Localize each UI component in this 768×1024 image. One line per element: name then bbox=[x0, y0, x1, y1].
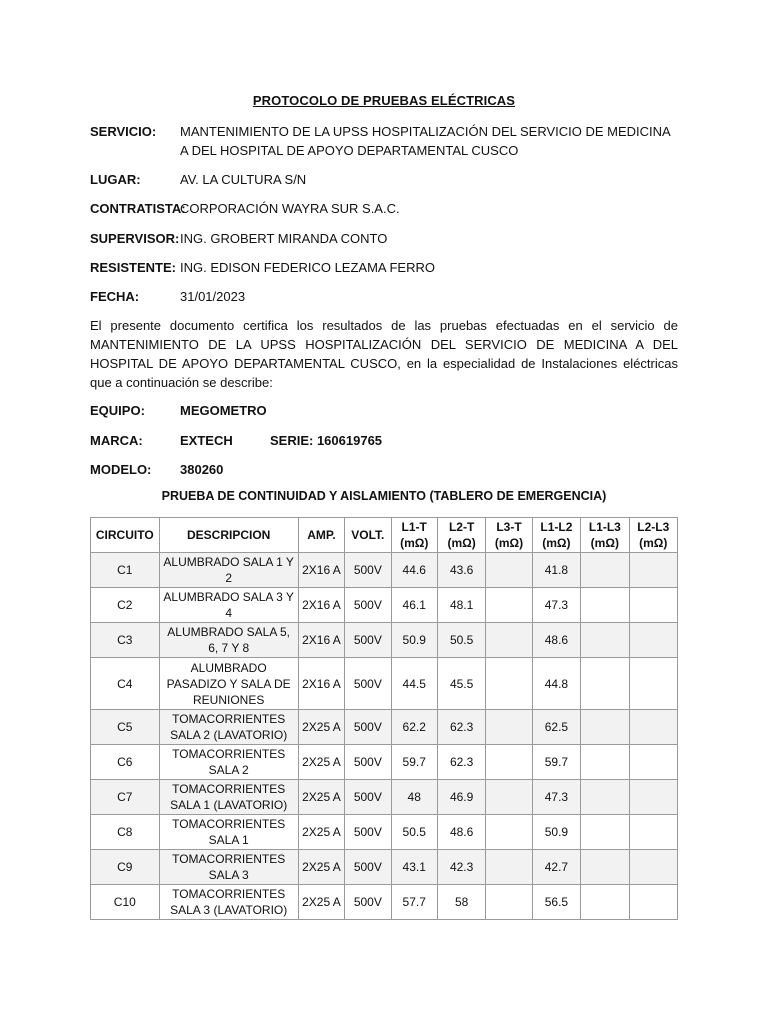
table-cell: 2X25 A bbox=[298, 885, 344, 920]
table-cell bbox=[629, 885, 677, 920]
field-label: SUPERVISOR: bbox=[90, 231, 180, 246]
table-cell: 48 bbox=[391, 780, 437, 815]
table-cell bbox=[486, 588, 532, 623]
table-cell: 58 bbox=[437, 885, 485, 920]
table-cell bbox=[581, 623, 629, 658]
table-cell bbox=[486, 850, 532, 885]
column-header: AMP. bbox=[298, 518, 344, 553]
table-cell: 42.7 bbox=[532, 850, 580, 885]
table-cell: 46.1 bbox=[391, 588, 437, 623]
table-cell: 500V bbox=[345, 588, 391, 623]
results-table bbox=[90, 517, 678, 920]
table-cell: 57.7 bbox=[391, 885, 437, 920]
field-label: FECHA: bbox=[90, 289, 140, 304]
table-cell: 44.5 bbox=[391, 658, 437, 710]
table-cell: 59.7 bbox=[391, 745, 437, 780]
circuit-cell: C10 bbox=[91, 885, 160, 920]
table-cell: 41.8 bbox=[532, 553, 580, 588]
table-body bbox=[91, 553, 678, 920]
table-cell: 44.8 bbox=[532, 658, 580, 710]
field-value: 380260 bbox=[180, 462, 224, 477]
table-cell: 48.6 bbox=[532, 623, 580, 658]
table-cell bbox=[486, 745, 532, 780]
table-row bbox=[91, 815, 678, 850]
table-row bbox=[91, 658, 678, 710]
table-row bbox=[91, 710, 678, 745]
column-header: L2-L3 (mΩ) bbox=[629, 518, 677, 553]
table-row bbox=[91, 588, 678, 623]
table-cell: 500V bbox=[345, 553, 391, 588]
circuit-cell: C2 bbox=[91, 588, 160, 623]
table-cell: 500V bbox=[345, 710, 391, 745]
table-cell: 2X25 A bbox=[298, 780, 344, 815]
table-cell: 43.1 bbox=[391, 850, 437, 885]
table-cell bbox=[486, 815, 532, 850]
table-cell: 48.1 bbox=[437, 588, 485, 623]
column-header: CIRCUITO bbox=[91, 518, 160, 553]
circuit-cell: C6 bbox=[91, 745, 160, 780]
field-value: CORPORACIÓN WAYRA SUR S.A.C. bbox=[180, 201, 400, 216]
field-value: ING. EDISON FEDERICO LEZAMA FERRO bbox=[180, 260, 435, 275]
description-cell: ALUMBRADO PASADIZO Y SALA DE REUNIONES bbox=[159, 658, 298, 710]
table-cell: 50.5 bbox=[437, 623, 485, 658]
table-cell: 500V bbox=[345, 885, 391, 920]
table-cell: 2X16 A bbox=[298, 588, 344, 623]
table-cell bbox=[629, 745, 677, 780]
table-cell: 62.3 bbox=[437, 710, 485, 745]
column-header: L1-T (mΩ) bbox=[391, 518, 437, 553]
table-cell: 2X16 A bbox=[298, 623, 344, 658]
table-cell: 500V bbox=[345, 780, 391, 815]
circuit-cell: C1 bbox=[91, 553, 160, 588]
table-cell bbox=[581, 885, 629, 920]
circuit-cell: C8 bbox=[91, 815, 160, 850]
table-cell: 500V bbox=[345, 623, 391, 658]
table-cell: 500V bbox=[345, 658, 391, 710]
table-cell bbox=[486, 623, 532, 658]
table-header-row bbox=[91, 518, 678, 553]
field-value: MANTENIMIENTO DE LA UPSS HOSPITALIZACIÓN DEL SERVICIO DE MEDICINA A DEL HOSPITAL DE APOYO DEPARTAMENTAL CUSCO bbox=[180, 124, 671, 158]
table-cell: 48.6 bbox=[437, 815, 485, 850]
column-header: L1-L3 (mΩ) bbox=[581, 518, 629, 553]
table-row bbox=[91, 780, 678, 815]
table-cell: 59.7 bbox=[532, 745, 580, 780]
description-cell: ALUMBRADO SALA 3 Y 4 bbox=[159, 588, 298, 623]
table-cell: 47.3 bbox=[532, 588, 580, 623]
column-header: L2-T (mΩ) bbox=[437, 518, 485, 553]
table-cell bbox=[629, 710, 677, 745]
document-title: PROTOCOLO DE PRUEBAS ELÉCTRICAS bbox=[252, 93, 516, 108]
table-cell: 45.5 bbox=[437, 658, 485, 710]
table-cell bbox=[629, 623, 677, 658]
field-servicio bbox=[90, 122, 680, 160]
table-cell: 56.5 bbox=[532, 885, 580, 920]
field-value: 31/01/2023 bbox=[180, 289, 246, 304]
column-header: VOLT. bbox=[345, 518, 391, 553]
table-cell: 2X25 A bbox=[298, 710, 344, 745]
description-cell: TOMACORRIENTES SALA 2 bbox=[159, 745, 298, 780]
table-cell bbox=[486, 885, 532, 920]
circuit-cell: C5 bbox=[91, 710, 160, 745]
field-value: MEGOMETRO bbox=[180, 403, 267, 418]
table-cell bbox=[581, 658, 629, 710]
field-label: LUGAR: bbox=[90, 172, 141, 187]
table-cell bbox=[629, 780, 677, 815]
table-cell bbox=[581, 850, 629, 885]
table-cell: 42.3 bbox=[437, 850, 485, 885]
table-cell bbox=[581, 815, 629, 850]
table-cell: 62.2 bbox=[391, 710, 437, 745]
table-cell: 2X25 A bbox=[298, 745, 344, 780]
column-header: L1-L2 (mΩ) bbox=[532, 518, 580, 553]
table-cell bbox=[581, 780, 629, 815]
table-cell bbox=[486, 780, 532, 815]
table-cell bbox=[629, 658, 677, 710]
field-label: MARCA: bbox=[90, 433, 143, 448]
description-cell: TOMACORRIENTES SALA 1 (LAVATORIO) bbox=[159, 780, 298, 815]
circuit-cell: C9 bbox=[91, 850, 160, 885]
description-cell: ALUMBRADO SALA 5, 6, 7 Y 8 bbox=[159, 623, 298, 658]
description-cell: ALUMBRADO SALA 1 Y 2 bbox=[159, 553, 298, 588]
circuit-cell: C4 bbox=[91, 658, 160, 710]
table-cell: 43.6 bbox=[437, 553, 485, 588]
table-cell: 2X16 A bbox=[298, 658, 344, 710]
description-cell: TOMACORRIENTES SALA 2 (LAVATORIO) bbox=[159, 710, 298, 745]
table-cell bbox=[629, 850, 677, 885]
table-cell bbox=[486, 553, 532, 588]
table-cell: 50.9 bbox=[391, 623, 437, 658]
field-label: CONTRATISTA: bbox=[90, 201, 186, 216]
column-header: L3-T (mΩ) bbox=[486, 518, 532, 553]
table-cell: 47.3 bbox=[532, 780, 580, 815]
table-cell bbox=[486, 710, 532, 745]
table-cell: 2X25 A bbox=[298, 815, 344, 850]
table-cell: 62.3 bbox=[437, 745, 485, 780]
table-cell bbox=[629, 553, 677, 588]
table-row bbox=[91, 850, 678, 885]
table-row bbox=[91, 553, 678, 588]
serie-value: SERIE: 160619765 bbox=[270, 433, 383, 448]
field-label: RESISTENTE: bbox=[90, 260, 176, 275]
table-cell: 46.9 bbox=[437, 780, 485, 815]
field-value: AV. LA CULTURA S/N bbox=[180, 172, 307, 187]
table-cell: 500V bbox=[345, 815, 391, 850]
field-label: MODELO: bbox=[90, 462, 152, 477]
table-cell: 62.5 bbox=[532, 710, 580, 745]
table-row bbox=[91, 885, 678, 920]
field-label: EQUIPO: bbox=[90, 403, 145, 418]
table-row bbox=[91, 745, 678, 780]
certification-paragraph: El presente documento certifica los resultados de las pruebas efectuadas en el servicio de MANTENIMIENTO DE LA UPSS HOSPITALIZACIÓN DEL SERVICIO DE MEDICINA A DEL HOSPITAL DE APOYO DEPARTAMENTAL CUSCO, en la especialidad de Instalaciones eléctricas que a continuación se describe: bbox=[90, 318, 678, 390]
description-cell: TOMACORRIENTES SALA 3 bbox=[159, 850, 298, 885]
table-cell: 2X16 A bbox=[298, 553, 344, 588]
circuit-cell: C3 bbox=[91, 623, 160, 658]
table-title: PRUEBA DE CONTINUIDAD Y AISLAMIENTO (TABLERO DE EMERGENCIA) bbox=[161, 489, 607, 503]
table-cell bbox=[629, 588, 677, 623]
table-cell bbox=[629, 815, 677, 850]
table-cell bbox=[581, 745, 629, 780]
table-cell: 500V bbox=[345, 745, 391, 780]
table-cell bbox=[581, 588, 629, 623]
circuit-cell: C7 bbox=[91, 780, 160, 815]
description-cell: TOMACORRIENTES SALA 1 bbox=[159, 815, 298, 850]
field-value: ING. GROBERT MIRANDA CONTO bbox=[180, 231, 388, 246]
table-cell bbox=[581, 553, 629, 588]
table-cell: 50.5 bbox=[391, 815, 437, 850]
table-cell: 500V bbox=[345, 850, 391, 885]
table-cell bbox=[486, 658, 532, 710]
description-cell: TOMACORRIENTES SALA 3 (LAVATORIO) bbox=[159, 885, 298, 920]
field-label: SERVICIO: bbox=[90, 124, 157, 139]
table-cell: 2X25 A bbox=[298, 850, 344, 885]
table-cell bbox=[581, 710, 629, 745]
field-value: EXTECH bbox=[180, 433, 233, 448]
column-header: DESCRIPCION bbox=[159, 518, 298, 553]
table-cell: 50.9 bbox=[532, 815, 580, 850]
table-row bbox=[91, 623, 678, 658]
table-cell: 44.6 bbox=[391, 553, 437, 588]
